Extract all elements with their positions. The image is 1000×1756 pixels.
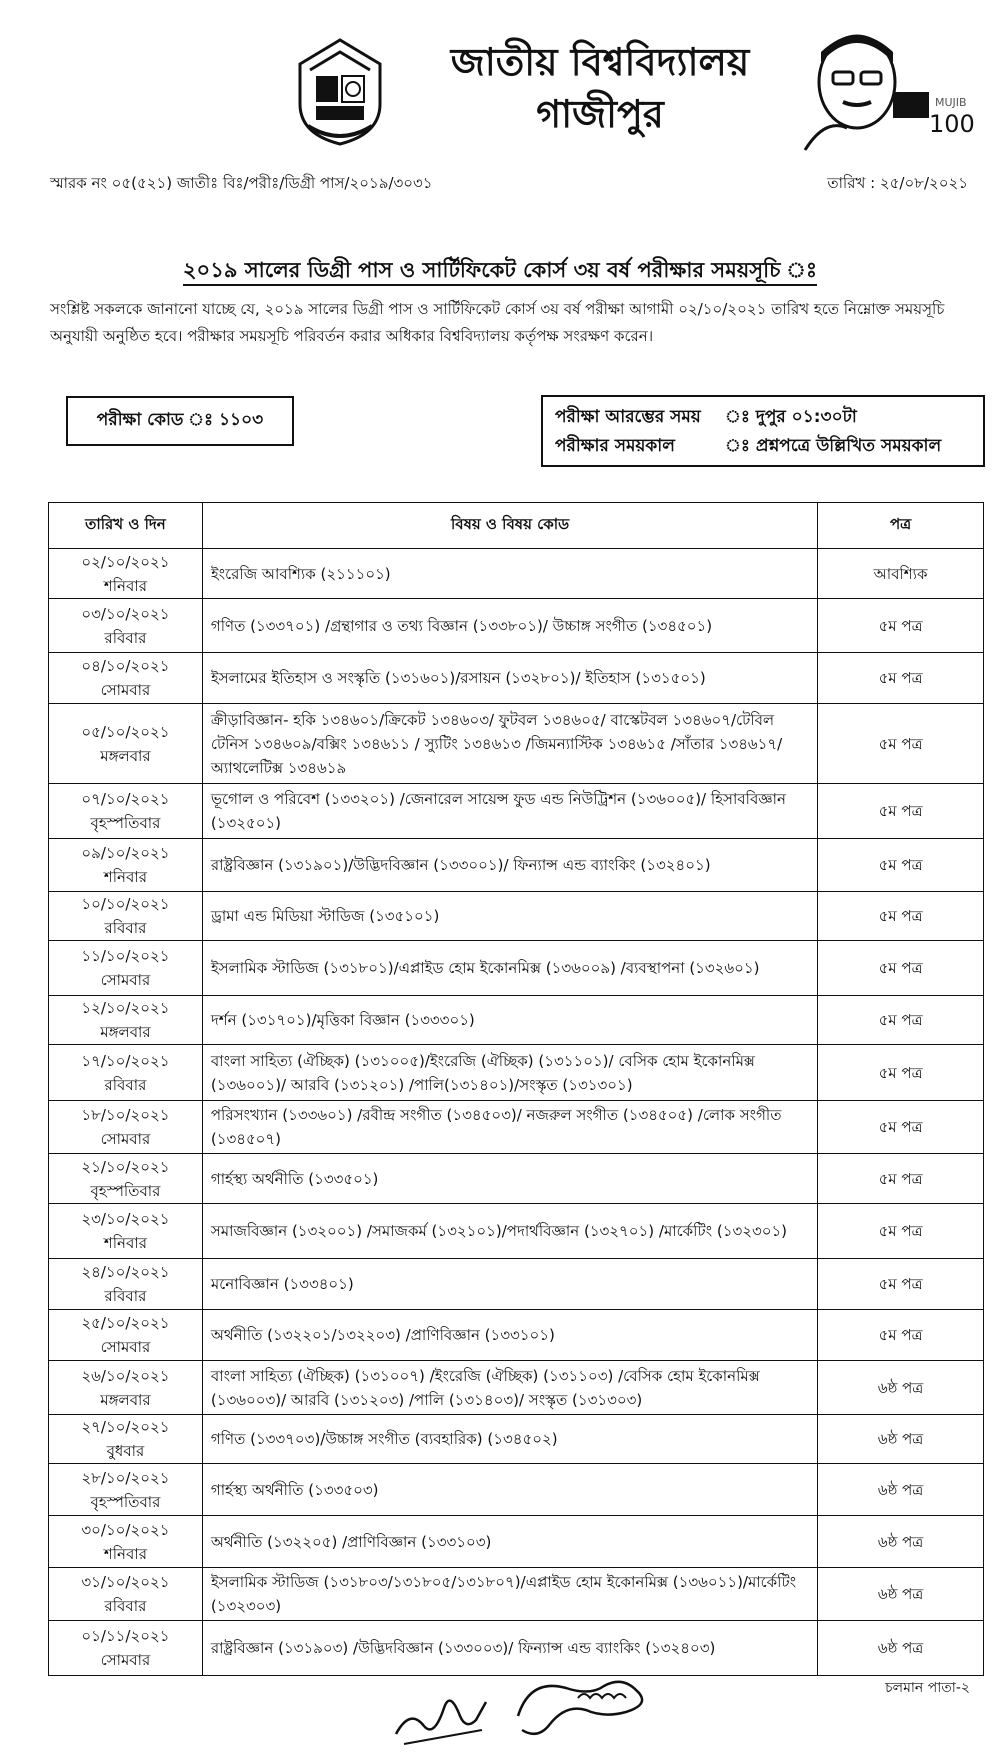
university-seal-icon [290,34,390,146]
table-row [49,996,984,1045]
schedule-heading [0,254,1000,289]
row-date: ০৫/১০/২০২১ [81,722,170,741]
row-paper: ৫ম পত্র [818,1101,984,1154]
row-subject: ইসলামিক স্টাডিজ (১৩১৮০৩/১৩১৮০৫/১৩১৮০৭)/এপ্লাইড হোম ইকোনমিক্স (১৩৬০১১)/মার্কেটিং (১৩২৩০৩) [202,1568,817,1621]
row-paper: ৫ম পত্র [818,1310,984,1361]
start-time-row [555,403,971,432]
row-subject: গণিত (১৩৩৭০৩)/উচ্চাঙ্গ সংগীত (ব্যবহারিক) (১৩৪৫০২) [202,1415,817,1464]
row-subject: সমাজবিজ্ঞান (১৩২০০১) /সমাজকর্ম (১৩২১০১)/পদার্থবিজ্ঞান (১৩২৭০১) /মার্কেটিং (১৩২৩০১) [202,1204,817,1259]
row-date: ২১/১০/২০২১ [81,1157,170,1176]
row-day: সোমবার [100,681,151,699]
row-date-cell [49,1361,203,1415]
row-subject: ইংরেজি আবশ্যিক (২১১১০১) [202,549,817,599]
table-row [49,941,984,996]
table-row [49,1361,984,1415]
handwritten-signature-icon [390,1668,700,1752]
row-date-cell [49,549,203,599]
exam-time-box [541,395,985,467]
row-day: সোমবার [100,971,151,989]
city-name: গাজীপুর [536,91,664,136]
row-paper: ৬ষ্ঠ পত্র [818,1516,984,1568]
row-date-cell [49,784,203,839]
row-date: ৩১/১০/২০২১ [81,1573,170,1591]
row-subject: বাংলা সাহিত্য (ঐচ্ছিক) (১৩১০০৭) /ইংরেজি (ঐচ্ছিক) (১৩১১০৩) /বেসিক হোম ইকোনমিক্স (১৩৬০০৩)/ আরবি (১৩১২০৩) /পালি (১৩১৪০৩)/ সংস্কৃত (১৩১৩০৩) [202,1361,817,1415]
row-day: শনিবার [103,1544,147,1563]
duration-label: পরীক্ষার সময়কাল [555,436,675,456]
table-row [49,599,984,653]
row-day: বৃহস্পতিবার [90,814,161,832]
row-date: ১২/১০/২০২১ [81,999,170,1017]
table-row [49,1310,984,1361]
row-paper: ৫ম পত্র [818,839,984,892]
table-header-row [49,503,984,549]
row-day: মঙ্গলবার [100,1023,151,1041]
table-row [49,839,984,892]
row-subject: পরিসংখ্যান (১৩৩৬০১) /রবীন্দ্র সংগীত (১৩৪৫০৩)/ নজরুল সংগীত (১৩৪৫০৫) /লোক সংগীত (১৩৪৫০৭) [202,1101,817,1154]
start-time-value: ঃ দুপুর ০১:৩০টা [725,407,857,427]
row-day: মঙ্গলবার [100,1390,151,1409]
row-paper: ৬ষ্ঠ পত্র [818,1361,984,1415]
table-row [49,1259,984,1310]
row-subject: গণিত (১৩৩৭০১) /গ্রন্থাগার ও তথ্য বিজ্ঞান (১৩৩৮০১)/ উচ্চাঙ্গ সংগীত (১৩৪৫০১) [202,599,817,653]
table-row [49,1045,984,1101]
table-row [49,1154,984,1204]
memo-number: স্মারক নং ০৫(৫২১) জাতীঃ বিঃ/পরীঃ/ডিগ্রী পাস/২০১৯/৩০৩১ [50,174,433,192]
row-paper: ৫ম পত্র [818,599,984,653]
row-date: ১০/১০/২০২১ [81,895,170,913]
row-date: ১১/১০/২০২১ [81,947,170,965]
row-subject: ড্রামা এন্ড মিডিয়া স্টাডিজ (১৩৫১০১) [202,892,817,941]
row-day: রবিবার [104,1597,147,1615]
row-date-cell [49,941,203,996]
row-date-cell [49,1310,203,1361]
row-day: রবিবার [104,1075,147,1094]
row-day: শনিবার [103,868,147,886]
row-date: ০৭/১০/২০২১ [81,790,170,808]
table-row [49,1568,984,1621]
row-date: ২৮/১০/২০২১ [81,1468,170,1487]
row-date: ০৯/১০/২০২১ [81,844,170,862]
row-day: রবিবার [104,919,147,937]
row-paper: ৫ম পত্র [818,704,984,784]
row-paper: ৬ষ্ঠ পত্র [818,1621,984,1676]
row-subject: রাষ্ট্রবিজ্ঞান (১৩১৯০৩) /উদ্ভিদবিজ্ঞান (১৩৩০০৩)/ ফিন্যান্স এন্ড ব্যাংকিং (১৩২৪০৩) [202,1621,817,1676]
row-day: রবিবার [104,1287,147,1305]
row-paper: ৫ম পত্র [818,996,984,1045]
header-subject: বিষয় ও বিষয় কোড [202,503,817,549]
row-date-cell [49,1464,203,1516]
duration-row [555,432,971,461]
row-subject: দর্শন (১৩১৭০১)/মৃত্তিকা বিজ্ঞান (১৩৩৩০১) [202,996,817,1045]
row-date-cell [49,996,203,1045]
row-date: ০৩/১০/২০২১ [81,604,170,623]
exam-schedule-table [48,502,984,1676]
header-date-day: তারিখ ও দিন [49,503,203,549]
row-subject: মনোবিজ্ঞান (১৩৩৪০১) [202,1259,817,1310]
table-row [49,1204,984,1259]
row-date-cell [49,1204,203,1259]
table-row [49,1464,984,1516]
row-date: ২৫/১০/২০২১ [81,1314,170,1332]
row-paper: ৫ম পত্র [818,941,984,996]
row-day: বুধবার [106,1442,145,1460]
row-date-cell [49,1154,203,1204]
continuation-note: চলমান পাতা-২ [885,1680,970,1696]
row-paper: ৬ষ্ঠ পত্র [818,1464,984,1516]
row-date-cell [49,839,203,892]
row-paper: ৬ষ্ঠ পত্র [818,1415,984,1464]
row-subject: গার্হস্থ্য অর্থনীতি (১৩৩৫০১) [202,1154,817,1204]
letterhead-title [400,36,800,140]
university-name: জাতীয় বিশ্ববিদ্যালয় [450,39,750,84]
row-day: শনিবার [103,1234,147,1252]
row-date-cell [49,1516,203,1568]
row-date-cell [49,1045,203,1101]
row-day: শনিবার [103,576,147,595]
row-subject: রাষ্ট্রবিজ্ঞান (১৩১৯০১)/উদ্ভিদবিজ্ঞান (১৩৩০০১)/ ফিন্যান্স এন্ড ব্যাংকিং (১৩২৪০১) [202,839,817,892]
mujib-100-portrait-icon [795,22,975,152]
table-row [49,653,984,704]
row-date-cell [49,1621,203,1676]
row-date: ২৭/১০/২০২১ [81,1418,170,1436]
row-subject: ক্রীড়াবিজ্ঞান- হকি ১৩৪৬০১/ক্রিকেট ১৩৪৬০৩/ ফুটবল ১৩৪৬০৫/ বাস্কেটবল ১৩৪৬০৭/টেবিল টেনিস ১৩৪৬০৯/বক্সিং ১৩৪৬১১ / স্যুটিং ১৩৪৬১৩ /জিমন্যাস্টিক ১৩৪৬১৫ /সাঁতার ১৩৪৬১৭/অ্যাথলেটিক্স ১৩৪৬১৯ [202,704,817,784]
table-row [49,892,984,941]
row-day: মঙ্গলবার [100,746,151,765]
row-paper: ৫ম পত্র [818,1154,984,1204]
notice-paragraph: সংশ্লিষ্ট সকলকে জানানো যাচ্ছে যে, ২০১৯ সালের ডিগ্রী পাস ও সার্টিফিকেট কোর্স ৩য় বর্ষ পরীক্ষা আগামী ০২/১০/২০২১ তারিখ হতে নিম্নোক্ত সময়সূচি অনুযায়ী অনুষ্ঠিত হবে। পরীক্ষার সময়সূচি পরিবর্তন করার অধিকার বিশ্ববিদ্যালয় কর্তৃপক্ষ সংরক্ষণ করেন। [50,300,945,345]
duration-value: ঃ প্রশ্নপত্রে উল্লিখিত সময়কাল [725,436,942,456]
row-paper: ৫ম পত্র [818,1204,984,1259]
table-row [49,784,984,839]
document-date: তারিখ : ২৫/০৮/২০২১ [827,174,968,192]
row-paper: ৬ষ্ঠ পত্র [818,1568,984,1621]
row-day: বৃহস্পতিবার [90,1492,161,1511]
table-row [49,1101,984,1154]
row-date-cell [49,599,203,653]
row-day: বৃহস্পতিবার [90,1181,161,1200]
row-paper: ৫ম পত্র [818,1259,984,1310]
svg-text:MUJIB: MUJIB [935,96,967,109]
row-date: ২৩/১০/২০২১ [81,1210,170,1228]
row-subject: অর্থনীতি (১৩২২০১/১৩২২০৩) /প্রাণিবিজ্ঞান (১৩৩১০১) [202,1310,817,1361]
row-date-cell [49,704,203,784]
row-date: ১৭/১০/২০২১ [81,1051,170,1070]
row-day: সোমবার [100,1651,151,1669]
row-paper: ৫ম পত্র [818,1045,984,1101]
row-day: সোমবার [100,1130,151,1148]
heading-text: ২০১৯ সালের ডিগ্রী পাস ও সার্টিফিকেট কোর্স ৩য় বর্ষ পরীক্ষার সময়সূচি ঃ [183,257,817,286]
row-date-cell [49,1415,203,1464]
row-date-cell [49,892,203,941]
row-date: ২৪/১০/২০২১ [81,1263,170,1281]
exam-code-box: পরীক্ষা কোড ঃ ১১০৩ [66,396,294,446]
row-paper: ৫ম পত্র [818,784,984,839]
row-paper: আবশ্যিক [818,549,984,599]
row-subject: ইসলামের ইতিহাস ও সংস্কৃতি (১৩১৬০১)/রসায়ন (১৩২৮০১)/ ইতিহাস (১৩১৫০১) [202,653,817,704]
row-date: ০২/১০/২০২১ [81,552,170,571]
header-paper: পত্র [818,503,984,549]
row-date-cell [49,1568,203,1621]
row-day: রবিবার [104,628,147,647]
table-row [49,1415,984,1464]
row-date-cell [49,1101,203,1154]
row-day: সোমবার [100,1338,151,1356]
table-row [49,1516,984,1568]
row-subject: বাংলা সাহিত্য (ঐচ্ছিক) (১৩১০০৫)/ইংরেজি (ঐচ্ছিক) (১৩১১০১)/ বেসিক হোম ইকোনমিক্স (১৩৬০০১)/ আরবি (১৩১২০১) /পালি(১৩১৪০১)/সংস্কৃত (১৩১৩০১) [202,1045,817,1101]
start-time-label: পরীক্ষা আরম্ভের সময় [555,407,701,427]
row-paper: ৫ম পত্র [818,892,984,941]
row-date: ২৬/১০/২০২১ [81,1366,170,1385]
row-date: ০৪/১০/২০২১ [81,657,170,675]
row-paper: ৫ম পত্র [818,653,984,704]
svg-text:100: 100 [929,110,975,138]
row-subject: গার্হস্থ্য অর্থনীতি (১৩৩৫০৩) [202,1464,817,1516]
row-date-cell [49,1259,203,1310]
row-subject: অর্থনীতি (১৩২২০৫) /প্রাণিবিজ্ঞান (১৩৩১০৩) [202,1516,817,1568]
table-row [49,704,984,784]
row-subject: ইসলামিক স্টাডিজ (১৩১৮০১)/এপ্লাইড হোম ইকোনমিক্স (১৩৬০০৯) /ব্যবস্থাপনা (১৩২৬০১) [202,941,817,996]
row-date-cell [49,653,203,704]
table-row [49,549,984,599]
row-date: ১৮/১০/২০২১ [81,1106,170,1124]
row-subject: ভূগোল ও পরিবেশ (১৩৩২০১) /জেনারেল সায়েন্স ফুড এন্ড নিউট্রিশন (১৩৬০০৫)/ হিসাববিজ্ঞান (১৩২৫০১) [202,784,817,839]
row-date: ০১/১১/২০২১ [81,1627,170,1645]
row-date: ৩০/১০/২০২১ [81,1520,170,1539]
